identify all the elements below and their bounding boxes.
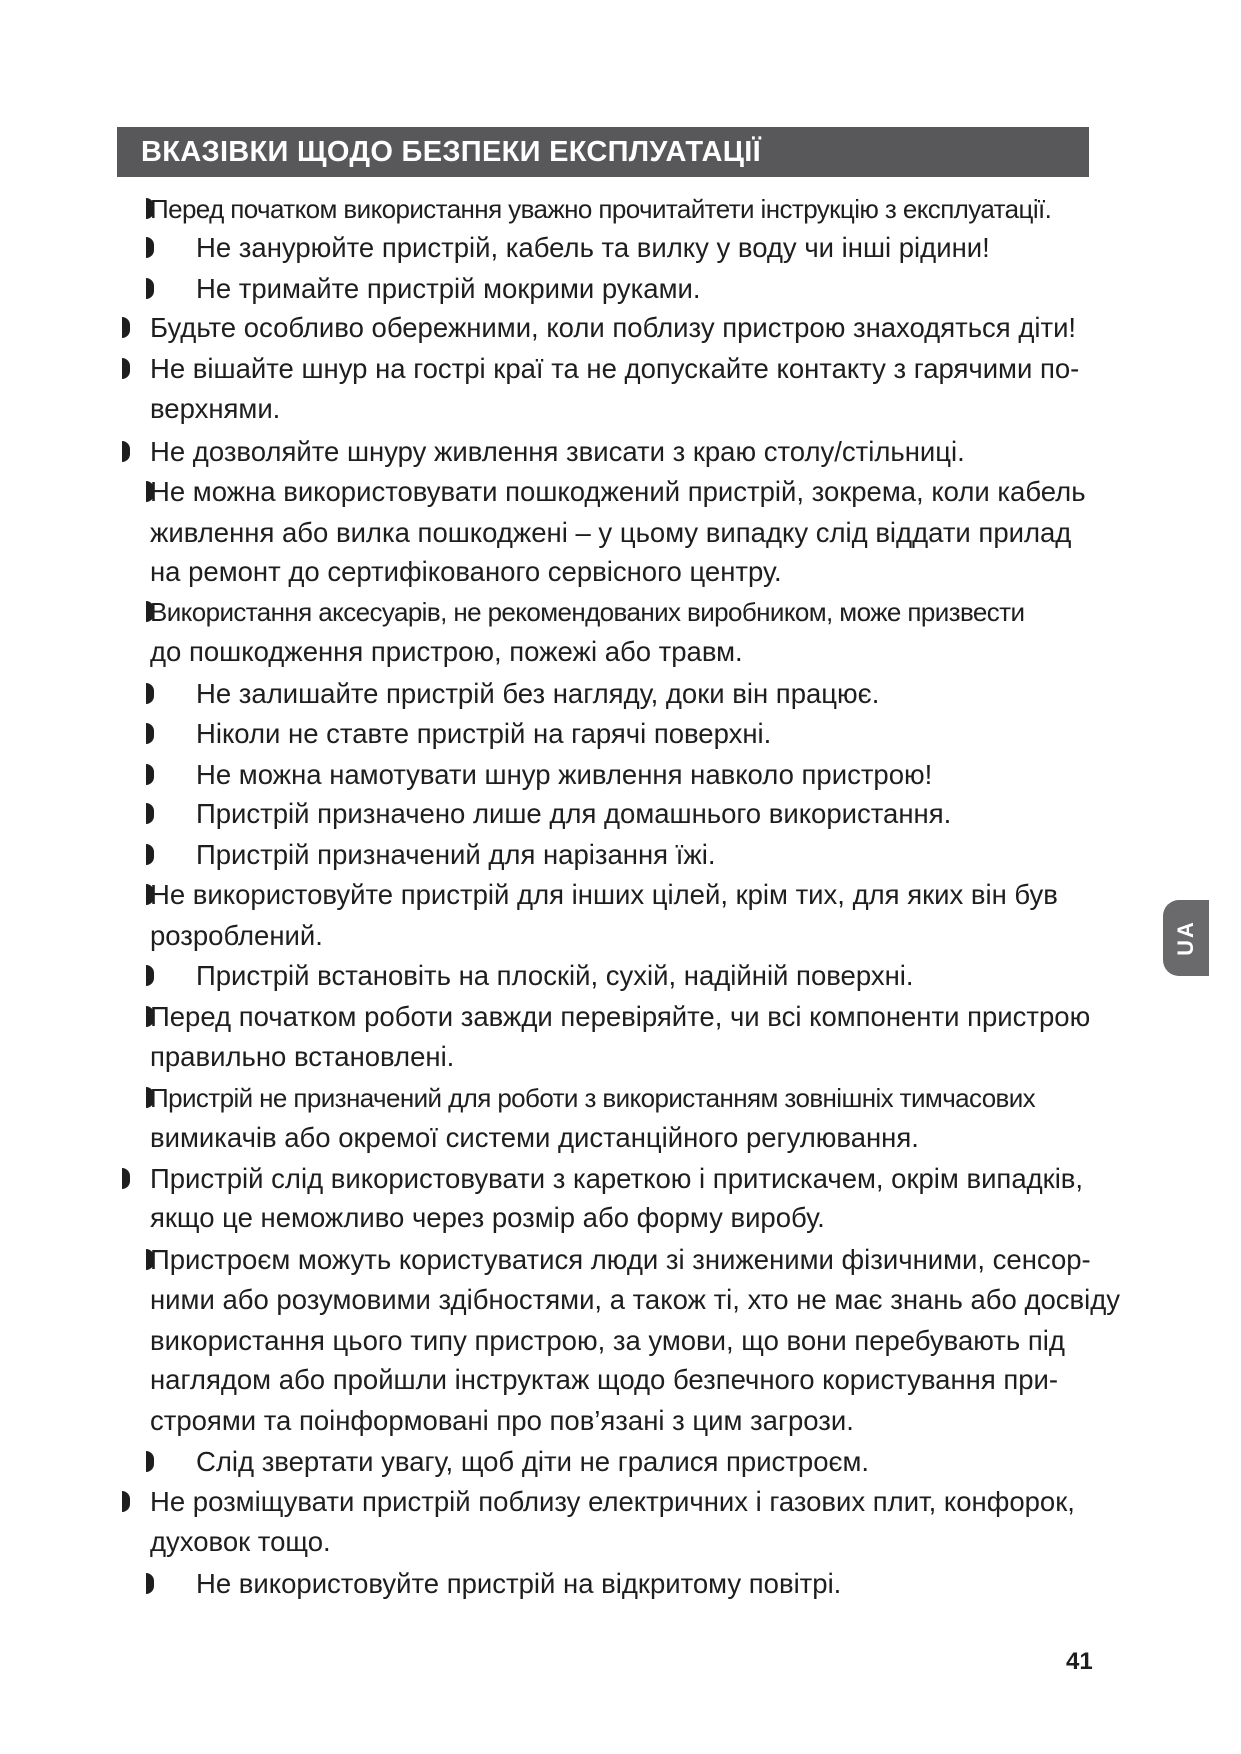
instruction-line: Ніколи не ставте пристрій на гарячі поверхні. bbox=[196, 718, 772, 749]
instruction-line: духовок тощо. bbox=[150, 1526, 331, 1557]
instruction-line: якщо це неможливо через розмір або форму виробу. bbox=[150, 1202, 825, 1233]
bullet-marker-icon bbox=[146, 1573, 154, 1594]
bullet-marker-icon bbox=[146, 1451, 154, 1472]
bullet-marker-icon bbox=[146, 278, 154, 299]
instruction-line: Не можна намотувати шнур живлення навколо пристрою! bbox=[196, 759, 933, 790]
instruction-line: Пристрій слід використовувати з кареткою і притискачем, окрім випадків, bbox=[150, 1163, 1084, 1194]
bullet-marker-icon bbox=[146, 723, 154, 744]
bullet-marker-icon bbox=[146, 965, 154, 986]
instruction-line: Не занурюйте пристрій, кабель та вилку у воду чи інші рідини! bbox=[196, 232, 990, 263]
bullet-marker-icon bbox=[146, 683, 154, 704]
instruction-line: розроблений. bbox=[150, 920, 323, 951]
instruction-line: Пристрій призначено лише для домашнього використання. bbox=[196, 798, 952, 829]
instruction-line: Пристрій призначений для нарізання їжі. bbox=[196, 839, 716, 870]
instruction-line: Не використовуйте пристрій для інших цілей, крім тих, для яких він був bbox=[150, 879, 1058, 910]
bullet-marker-icon bbox=[146, 844, 154, 865]
instruction-line: Не вішайте шнур на гострі краї та не допускайте контакту з гарячими по- bbox=[150, 353, 1080, 384]
instruction-line: наглядом або пройшли інструктаж щодо безпечного користування при- bbox=[150, 1364, 1059, 1395]
instruction-line: Будьте особливо обережними, коли поблизу пристрою знаходяться діти! bbox=[150, 312, 1077, 343]
bullet-marker-icon bbox=[146, 764, 154, 785]
instruction-line: Пристроєм можуть користуватися люди зі зниженими фізичними, сенсор- bbox=[150, 1244, 1091, 1275]
instruction-line: Не розміщувати пристрій поблизу електричних і газових плит, конфорок, bbox=[150, 1486, 1075, 1517]
instruction-line: вимикачів або окремої системи дистанційного регулювання. bbox=[150, 1122, 919, 1153]
instruction-line: верхнями. bbox=[150, 393, 281, 424]
bullet-marker-icon bbox=[146, 237, 154, 258]
instruction-line: використання цього типу пристрою, за умови, що вони перебувають під bbox=[150, 1325, 1065, 1356]
language-tab bbox=[1163, 900, 1209, 976]
instruction-line: Не можна використовувати пошкоджений пристрій, зокрема, коли кабель bbox=[150, 476, 1086, 507]
instruction-line: Слід звертати увагу, щоб діти не гралися пристроєм. bbox=[196, 1446, 870, 1477]
instruction-line: Перед початком використання уважно прочитайтети інструкцію з експлуатації. bbox=[150, 194, 1052, 224]
bullet-marker-icon bbox=[122, 358, 130, 379]
section-heading: ВКАЗІВКИ ЩОДО БЕЗПЕКИ ЕКСПЛУАТАЦІЇ bbox=[117, 127, 1089, 177]
instruction-line: ними або розумовими здібностями, а також ті, хто не має знань або досвіду bbox=[150, 1284, 1121, 1315]
instruction-line: Не залишайте пристрій без нагляду, доки він працює. bbox=[196, 678, 880, 709]
instruction-line: до пошкодження пристрою, пожежі або травм. bbox=[150, 636, 743, 667]
bullet-marker-icon bbox=[122, 1491, 130, 1512]
instruction-line: Не використовуйте пристрій на відкритому повітрі. bbox=[196, 1568, 842, 1599]
instruction-line: Пристрій не призначений для роботи з використанням зовнішніх тимчасових bbox=[150, 1083, 1036, 1113]
instruction-line: живлення або вилка пошкоджені – у цьому випадку слід віддати прилад bbox=[150, 517, 1072, 548]
instruction-line: Використання аксесуарів, не рекомендованих виробником, може призвести bbox=[150, 597, 1025, 627]
bullet-marker-icon bbox=[122, 441, 130, 462]
page-number: 41 bbox=[1066, 1648, 1093, 1675]
bullet-marker-icon bbox=[122, 317, 130, 338]
instruction-line: Пристрій встановіть на плоскій, сухій, надійній поверхні. bbox=[196, 960, 914, 991]
instruction-line: Перед початком роботи завжди перевіряйте, чи всі компоненти пристрою bbox=[150, 1001, 1091, 1032]
instruction-line: строями та поінформовані про пов’язані з цим загрози. bbox=[150, 1405, 854, 1436]
bullet-marker-icon bbox=[122, 1168, 130, 1189]
language-tab-label: UA bbox=[1173, 920, 1198, 956]
bullet-marker-icon bbox=[146, 803, 154, 824]
instruction-line: на ремонт до сертифікованого сервісного центру. bbox=[150, 556, 782, 587]
instruction-line: Не тримайте пристрій мокрими руками. bbox=[196, 273, 701, 304]
instruction-line: правильно встановлені. bbox=[150, 1041, 455, 1072]
instruction-line: Не дозволяйте шнуру живлення звисати з краю столу/стільниці. bbox=[150, 436, 965, 467]
